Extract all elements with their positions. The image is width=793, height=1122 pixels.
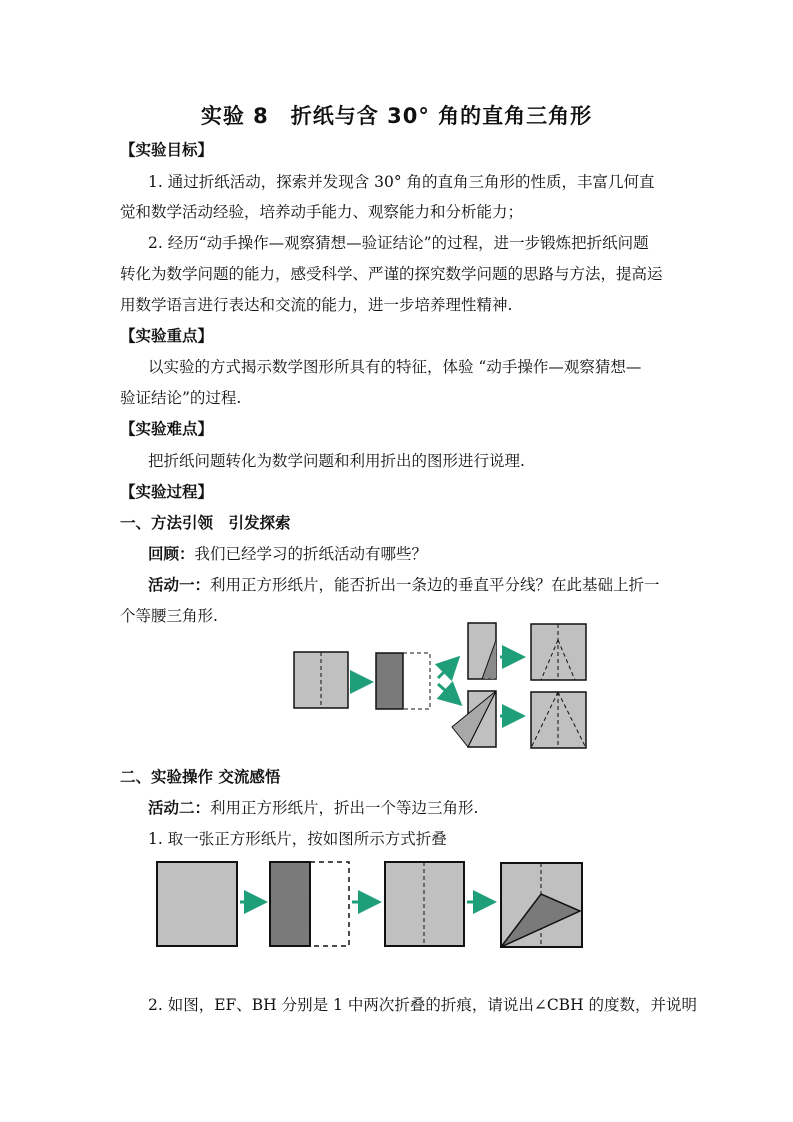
step2-line: 2. 如图，EF、BH 分别是 1 中两次折叠的折痕，请说出∠CBH 的度数，并说明 [148,996,698,1014]
fig2-square [157,862,237,946]
fig2-folded-half [270,862,310,946]
goal-line-1: 1. 通过折纸活动，探索并发现含 30° 角的直角三角形的性质，丰富几何直 [148,173,655,191]
goal-line-4: 转化为数学问题的能力，感受科学、严谨的探究数学问题的思路与方法，提高运 [120,265,663,283]
activity2-label: 活动二： [148,799,211,817]
section-process-heading: 【实验过程】 [120,483,214,501]
section-difficulty-heading: 【实验难点】 [120,420,214,438]
goal-line-2: 觉和数学活动经验，培养动手能力、观察能力和分析能力； [120,203,524,221]
section-focus-heading: 【实验重点】 [120,327,214,345]
review-label: 回顾： [148,545,195,563]
focus-line-1: 以实验的方式揭示数学图形所具有的特征，体验 “动手操作—观察猜想— [148,358,642,376]
goal-line-5: 用数学语言进行表达和交流的能力，进一步培养理性精神. [120,296,513,314]
activity1-label: 活动一： [148,576,211,594]
part2-heading: 二、实验操作 交流感悟 [120,768,281,786]
activity1-line-2: 个等腰三角形. [120,607,218,625]
activity2-text: 利用正方形纸片，折出一个等边三角形. [210,799,479,817]
focus-line-2: 验证结论”的过程. [120,389,242,407]
step1-line: 1. 取一张正方形纸片，按如图所示方式折叠 [148,830,447,848]
section-goal-heading: 【实验目标】 [120,141,214,159]
activity1-text: 利用正方形纸片，能否折出一条边的垂直平分线？在此基础上折一 [210,576,660,594]
part1-heading: 一、方法引领 引发探索 [120,514,291,532]
goal-line-3: 2. 经历“动手操作—观察猜想—验证结论”的过程，进一步锻炼把折纸问题 [148,234,649,252]
page-title: 实验 8 折纸与含 30° 角的直角三角形 [200,104,593,128]
review-text: 我们已经学习的折纸活动有哪些？ [194,545,428,563]
difficulty-line: 把折纸问题转化为数学问题和利用折出的图形进行说理. [148,452,525,470]
